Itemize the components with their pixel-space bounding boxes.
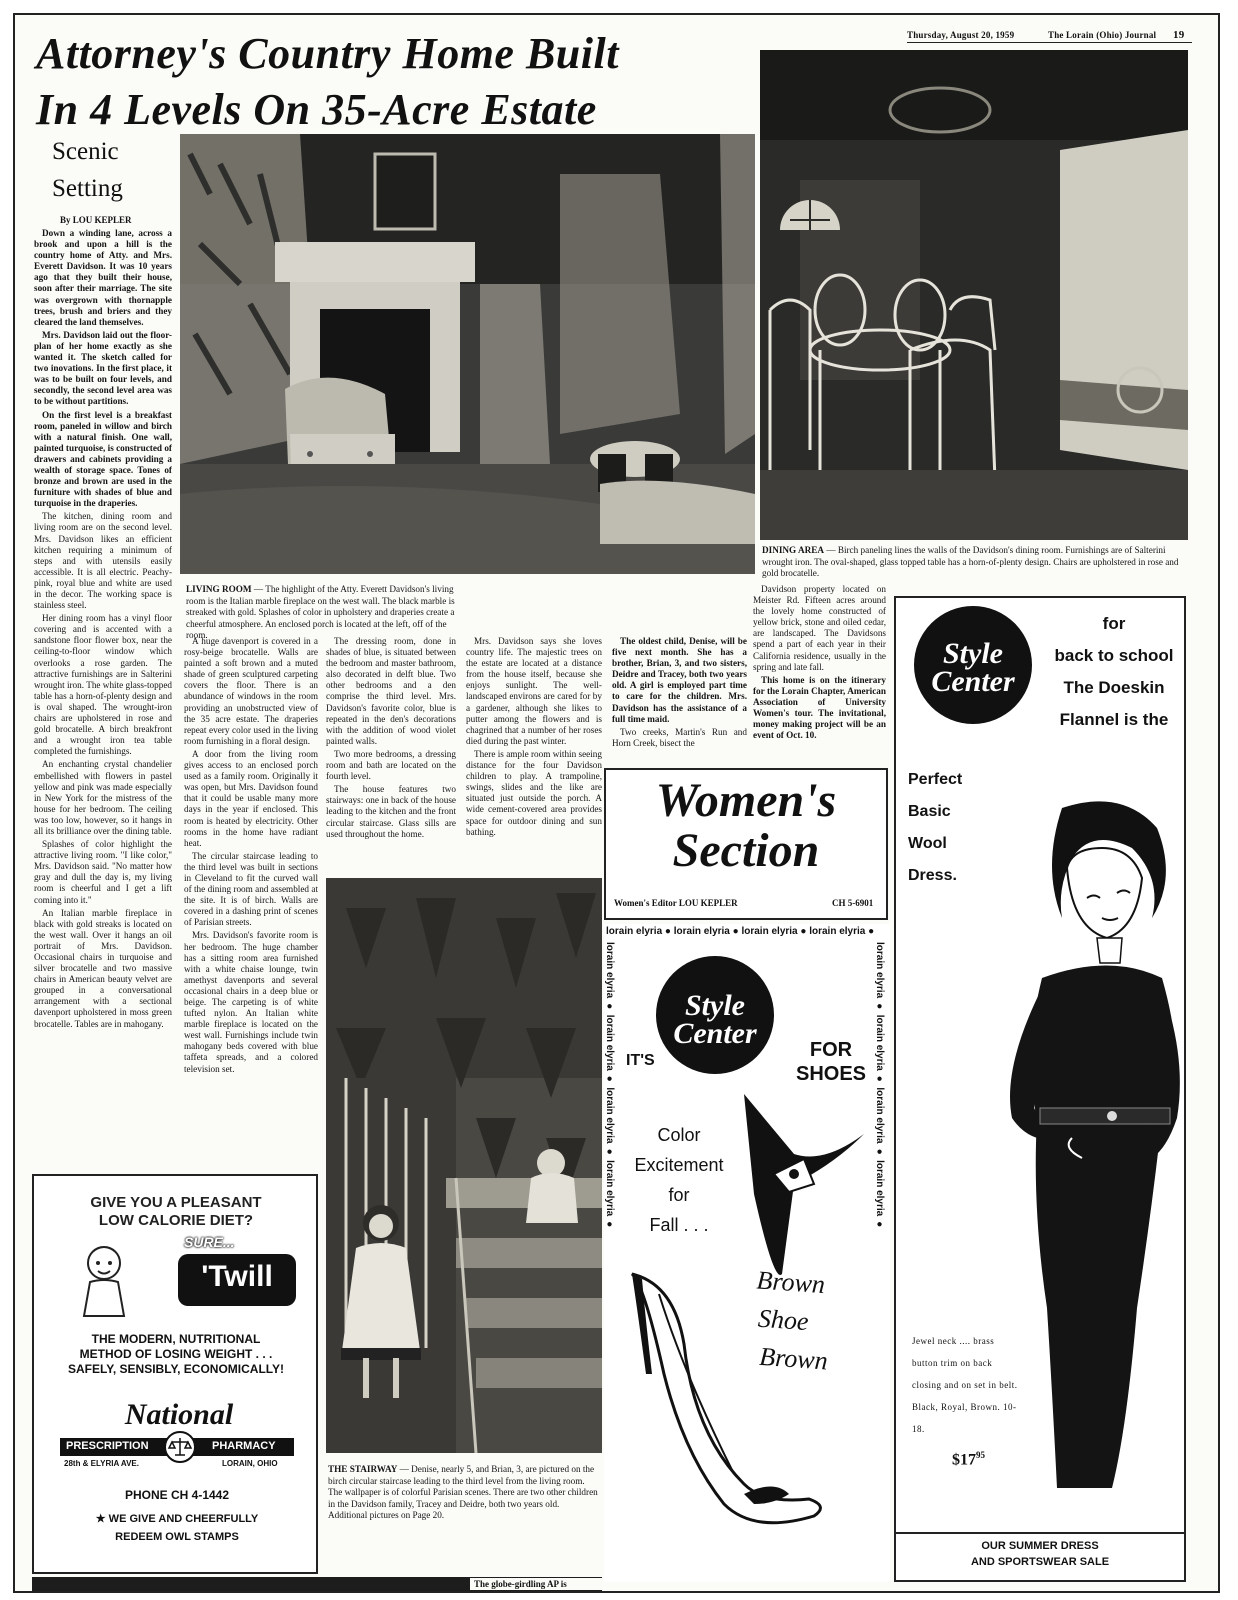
col4-paragraph: Mrs. Davidson says she loves country life. The majestic trees on the estate are located at a distance from the house itself, because she enjoys sunlight. The well-landscaped environs are cared for by a gardener, although she likes to putter among the flowers and is chagrined that a number of her roses died during the past winter. [466, 636, 602, 746]
col2-paragraph: A door from the living room gives access to an enclosed porch used as a family room. Originally it was open, but Mrs. Davidson found that it could be usable many more days in the year if enclosed. This room is heated by electricity. Other rooms in the home have radiant heat. [184, 748, 318, 848]
headline-line-1: Attorney's Country Home Built [36, 29, 619, 78]
col4-paragraph: There is ample room within seeing distance for the four Davidson children to play. A trampoline, swings, slides and the like are situated just outside the porch. A wide cement-covered area provides space for outdoor dining and sun bathing. [466, 748, 602, 837]
twill-sure: SURE... [184, 1234, 235, 1250]
twill-question-2: LOW CALORIE DIET? [98, 1212, 254, 1229]
twill-ad [32, 1174, 318, 1574]
bottom-clipped-text: The globe-girdling AP is [470, 1578, 604, 1590]
article-column-4 [466, 636, 602, 868]
womens-section-line-2: Section [672, 824, 820, 877]
dress-price-dollars: $17 [952, 1451, 976, 1469]
dress-description: Jewel neck .... brass button trim on back closing and on set in belt. Black, Royal, Brown. 10-18. [912, 1336, 1018, 1434]
dress-dress: Dress. [908, 867, 957, 884]
national-logo: National [124, 1398, 234, 1431]
masthead-rule [907, 42, 1192, 43]
shoe-ad-top-strip: lorain elyria ● lorain elyria ● lorain elyria ● lorain elyria ● [606, 926, 875, 937]
for-shoes-1: FOR [809, 1039, 853, 1061]
dress-line-2: The Doeskin [1063, 678, 1165, 697]
article-column-6 [753, 584, 886, 760]
owl-stamps-2: REDEEM OWL STAMPS [115, 1531, 239, 1543]
shoe-tagline-4: Fall . . . [649, 1215, 709, 1235]
byline: By LOU KEPLER [60, 215, 132, 225]
col5-paragraph: Two creeks, Martin's Run and Horn Creek, bisect the [612, 726, 747, 748]
for-shoes-2: SHOES [796, 1063, 867, 1085]
col3-paragraph: The house features two stairways: one in back of the house leading to the kitchen and the front circular staircase. Glass sills are used throughout the home. [326, 784, 456, 839]
womens-section-box [604, 768, 888, 920]
col6-paragraph: Davidson property located on Meister Rd. Fifteen acres around the lovely home constructed of yellow brick, stone and oiled cedar, are landscaped. The Davidsons spend a part of each year in their California residence, usually in the spring and late fall. [753, 584, 886, 672]
dining-area-caption [762, 545, 1188, 593]
script-brown-2: Brown [758, 1341, 829, 1376]
masthead-page: 19 [1173, 29, 1185, 41]
dress-basic: Basic [908, 803, 951, 820]
pharmacy-address-right: LORAIN, OHIO [222, 1459, 278, 1468]
dress-line-3: Flannel is the [1059, 710, 1169, 729]
twill-question-1: GIVE YOU A PLEASANT [90, 1194, 262, 1211]
cartoon-woman-icon [74, 1238, 134, 1318]
col1-paragraph: On the first level is a breakfast room, paneled in willow and birch with a natural finish. One wall, painted turquoise, is constructed of drawers and cabinets providing a wealth of storage space. Tones of bronze and brown are used in the furniture with shades of blue and turquoise in the draperies. [34, 409, 172, 509]
shoe-tagline-1: Color [657, 1125, 701, 1145]
caption-text: — Denise, nearly 5, and Brian, 3, are pictured on the birch circular staircase leading to the third level from the living room. The wallpaper is of colorful Parisian scenes. There are two other children in the Davidson family, Tracey and Deidre, both two years old. Additional pictures on Page 20. [328, 1464, 598, 1520]
script-shoe: Shoe [757, 1303, 810, 1337]
col2-paragraph: A huge davenport is covered in a rosy-beige brocatelle. Walls are painted a soft brown and a muted shade of green sculptured carpeting covers the floor. There is an abundance of windows in the room providing an unobstructed view of the 35 acre estate. The draperies repeat every color used in the living room furnishing in a floral design. [184, 636, 318, 746]
caption-lead: LIVING ROOM [186, 584, 252, 594]
col1-paragraph: Down a winding lane, across a brook and upon a hill is the country home of Atty. and Mrs. Everett Davidson. It was 10 years ago that they built their house, soon after their marriage. The site was overgrown with thornapple trees, brush and briers and they cleared the land themselves. [34, 228, 172, 327]
subhead-line-2: Setting [52, 175, 123, 202]
dress-price-cents: 95 [976, 1450, 985, 1460]
living-room-caption-left [186, 584, 456, 640]
dining-area-photo [760, 50, 1188, 540]
dress-price [952, 1450, 985, 1469]
script-brown-1: Brown [755, 1265, 827, 1300]
headline-line-2: In 4 Levels On 35-Acre Estate [36, 85, 597, 134]
col1-paragraph: An enchanting crystal chandelier embellished with flowers in pastel yellow and pink was made especially in New York for the mistress of the house for her bedroom. The ceiling was too low, however, so it hangs in all its brilliance over the dining table. [34, 759, 172, 836]
womens-editor: Women's Editor LOU KEPLER [614, 898, 738, 908]
col1-paragraph: Mrs. Davidson laid out the floor-plan of her home exactly as she wanted it. The sketch called for two inovations. In the first place, it was to be built on four levels, and secondly, the second level area was to be without partitions. [34, 329, 172, 407]
sale-line-2: AND SPORTSWEAR SALE [970, 1556, 1110, 1568]
sale-line-1: OUR SUMMER DRESS [981, 1540, 1099, 1552]
shoe-tagline-3: for [668, 1185, 690, 1205]
living-room-photo [180, 134, 755, 574]
shoe-ad-right-strip: lorain elyria ● lorain elyria ● lorain elyria ● lorain elyria ● [874, 942, 885, 1230]
dress-ad-bottom-rule [896, 1532, 1186, 1534]
masthead-paper: The Lorain (Ohio) Journal [1048, 30, 1157, 40]
stairway-photo [326, 878, 602, 1453]
scales-icon [164, 1431, 196, 1463]
col2-paragraph: The circular staircase leading to the third level was built in sections in Cleveland to fit the curved wall of the dining room and assembled at the site. It is of birch. Walls are covered in a dashing print of scenes of Parisian streets. [184, 850, 318, 928]
pharmacy-right: PHARMACY [212, 1440, 276, 1452]
caption-lead: THE STAIRWAY [328, 1464, 398, 1474]
dress-perfect: Perfect [908, 771, 963, 788]
article-column-5 [612, 636, 747, 762]
article-column-2 [184, 636, 318, 1166]
col5-paragraph: The oldest child, Denise, will be five next month. She has a brother, Brian, 3, and two sisters, Deidre and Tracey, both two years old. A girl is employed part time to care for the children. Mrs. Davidson has the assistance of a full time maid. [612, 636, 747, 724]
masthead-date: Thursday, August 20, 1959 [907, 30, 1015, 40]
dress-style-center-logo: Style Center [931, 637, 1015, 698]
pharmacy-phone: PHONE CH 4-1442 [124, 1488, 230, 1502]
col1-paragraph: The kitchen, dining room and living room are on the second level. Mrs. Davidson likes an efficient kitchen requiring a minimum of steps and with utensils easily accessible. It is all electric. Peachy-pink, royal blue and white are used in the decor. The working space is stainless steel. [34, 511, 172, 611]
twill-body-2: METHOD OF LOSING WEIGHT . . . [79, 1347, 273, 1361]
twill-body-3: SAFELY, SENSIBLY, ECONOMICALLY! [67, 1362, 285, 1376]
twill-body-1: THE MODERN, NUTRITIONAL [91, 1332, 261, 1346]
dress-line-1: back to school [1054, 646, 1174, 665]
style-center-shoe-ad [604, 924, 890, 1582]
col1-paragraph: An Italian marble fireplace in black with gold streaks is located on the west wall. Over it hangs an oil portrait of Mrs. Davidson. Occasional chairs in turquoise and silver brocatelle and two massive chairs in American beauty velvet are grouped in a conversational arrangement with a sectional davenport upholstered in moss green brocatelle. Tables are in mahogany. [34, 907, 172, 1029]
womens-phone: CH 5-6901 [832, 898, 874, 908]
col6-paragraph: This home is on the itinerary for the Lorain Chapter, American Association of University Women's tour. The invitational, money making project will be an event of Oct. 10. [753, 674, 886, 741]
shoe-its: IT'S [626, 1052, 655, 1069]
style-center-logo: Style Center [673, 989, 757, 1050]
col1-paragraph: Splashes of color highlight the attractive living room. "I like color," Mrs. Davidson said. "No matter how gray and dull the day is, my living room is cheerful and I get a lift coming into it." [34, 839, 172, 905]
col3-paragraph: The dressing room, done in shades of blue, is situated between the bedroom and master bathroom, also decorated in delft blue. Two other bedrooms and a den comprise the third level. Mrs. Davidson's favorite color, blue is repeated in the den's decorations with the addition of wood violet painted walls. [326, 636, 456, 746]
subhead-line-1: Scenic [52, 138, 119, 165]
twill-brand: 'Twill [201, 1260, 273, 1293]
style-center-dress-ad [894, 596, 1186, 1582]
dress-wool: Wool [908, 835, 947, 852]
caption-text: — Birch paneling lines the walls of the Davidson's dining room. Furnishings are of Salterini wrought iron. The oval-shaped, glass topped table has a horn-of-plenty design. Chairs are upholstered in rose and gold brocatelle. [762, 545, 1179, 578]
caption-lead: DINING AREA [762, 545, 825, 555]
dress-for: for [1102, 614, 1126, 633]
shoe-ad-left-strip: lorain elyria ● lorain elyria ● lorain elyria ● lorain elyria ● [604, 942, 615, 1230]
article-column-1 [34, 228, 172, 1170]
owl-stamps-1: ★ WE GIVE AND CHEERFULLY [95, 1513, 259, 1525]
col2-paragraph: Mrs. Davidson's favorite room is her bedroom. The huge chamber has a sitting room area furnished with a white chaise lounge, twin amethyst davenports and several occasional chairs in a deep blue or beige. The carpeting is of white tufted nylon. An Italian white marble fireplace is located on the west wall. Furnishings include twin mahogany beds covered with blue taffeta spreads, and a colored television set. [184, 930, 318, 1074]
womens-section-line-1: Women's [655, 774, 837, 827]
article-column-3 [326, 636, 456, 868]
pharmacy-left: PRESCRIPTION [66, 1440, 149, 1452]
col1-paragraph: Her dining room has a vinyl floor covering and is accented with a sandstone floor flower box, near the ceiling-to-floor window which overlooks a rose garden. The attractive furnishings are in Salterini wrought iron. The white glass-topped table has a horn-of-plenty design and is oval shaped. The wrought-iron chairs are upholstered in rose and gold brocatelle. A birch breakfront and a wrought iron tea table completed the furnishings. [34, 613, 172, 757]
col3-paragraph: Two more bedrooms, a dressing room and bath are located on the fourth level. [326, 748, 456, 782]
shoe-tagline-2: Excitement [634, 1155, 724, 1175]
caption-text: — The highlight of the Atty. Everett Davidson's living room is the Italian marble fireplace on the west wall. The black marble is streaked with gold. Splashes of color in upholstery and draperies create a cheerful atmosphere. An enclosed porch is located at the left, off of the room. [186, 584, 455, 640]
pharmacy-address-left: 28th & ELYRIA AVE. [64, 1459, 139, 1468]
stairway-caption [328, 1464, 600, 1546]
